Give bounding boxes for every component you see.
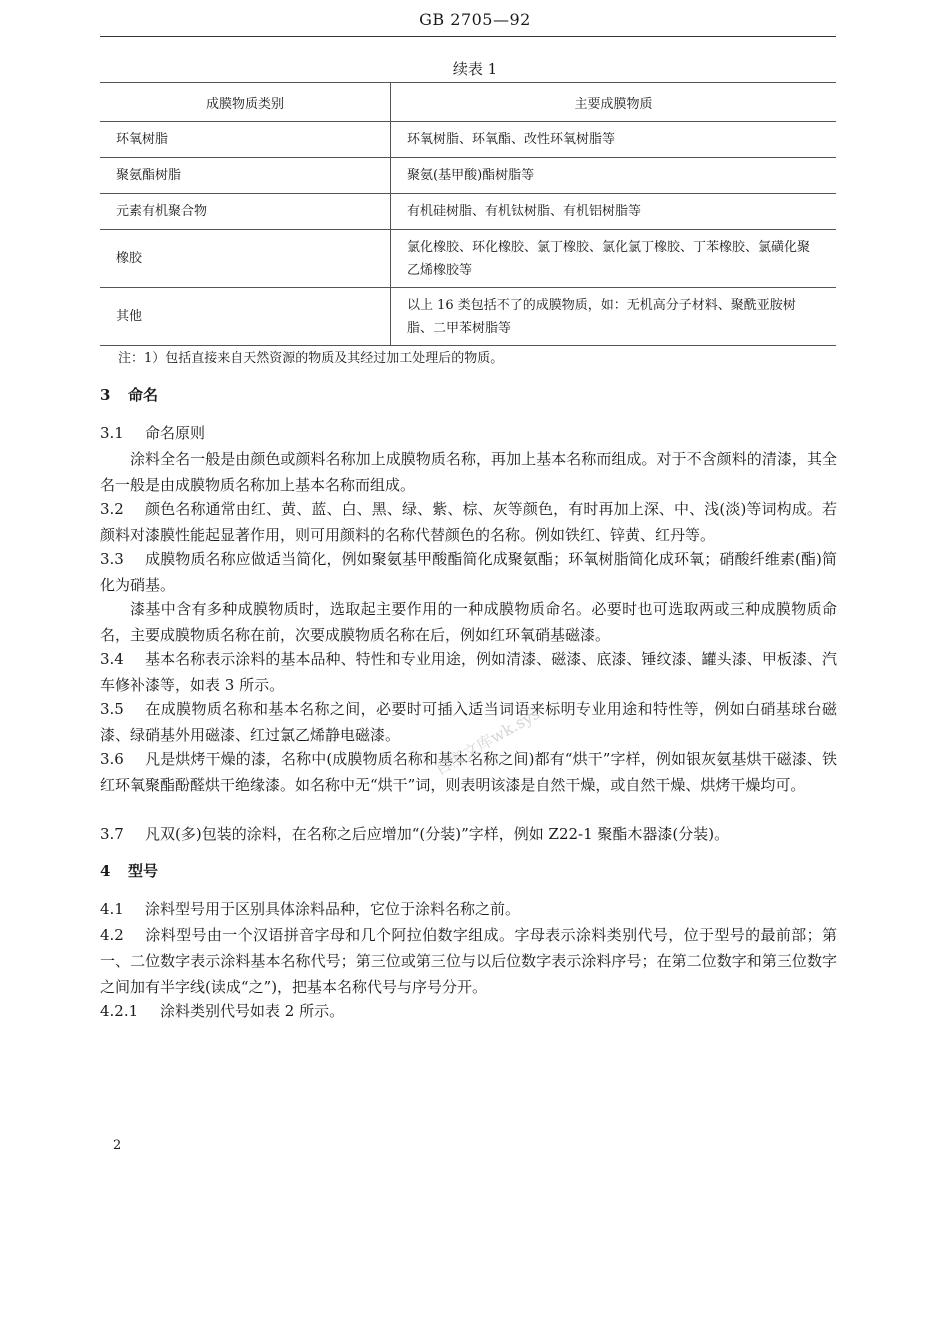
- clause-number: 4.1: [100, 900, 124, 918]
- table-row: [100, 194, 836, 230]
- table-cell: 橡胶: [100, 230, 391, 288]
- clause-4-2-1: [100, 998, 837, 1024]
- table-row: [100, 158, 836, 194]
- section-4-heading: [100, 860, 158, 881]
- clause-number: 3.7: [100, 825, 124, 843]
- clause-number: 3.2: [100, 500, 124, 518]
- section-number: 4: [100, 862, 111, 880]
- clause-3-1-text: 涂料全名一般是由颜色或颜料名称加上成膜物质名称，再加上基本名称而组成。对于不含颜料的清漆，其全名一般是由成膜物质名称加上基本名称而组成。: [100, 450, 837, 494]
- clause-number: 3.6: [100, 750, 124, 768]
- table-cell: 元素有机聚合物: [100, 194, 391, 230]
- clause-number: 3.1: [100, 424, 124, 442]
- table-cell: 其他: [100, 288, 391, 346]
- table-cell: 聚氨(基甲酸)酯树脂等: [391, 158, 837, 194]
- clause-3-4: [100, 646, 837, 698]
- clause-text: 涂料型号用于区别具体涂料品种，它位于涂料名称之前。: [145, 900, 521, 918]
- clause-text: 成膜物质名称应做适当简化，例如聚氨基甲酸酯简化成聚氨酯；环氧树脂简化成环氧；硝酸纤维素(酯)简化为硝基。: [100, 550, 837, 594]
- table-note: 注：1）包括直接来自天然资源的物质及其经过加工处理后的物质。: [118, 351, 504, 366]
- section-title: 型号: [128, 862, 159, 880]
- clause-number: 3.4: [100, 650, 124, 668]
- table-cell: 氯化橡胶、环化橡胶、氯丁橡胶、氯化氯丁橡胶、丁苯橡胶、氯磺化聚乙烯橡胶等: [391, 230, 837, 288]
- clause-text: 涂料型号由一个汉语拼音字母和几个阿拉伯数字组成。字母表示涂料类别代号，位于型号的最前部；第一、二位数字表示涂料基本名称代号；第三位或第三位与以后位数字表示涂料序号；在第二位数字和第三位数字之间加有半字线(读成“之”)，把基本名称代号与序号分开。: [100, 926, 837, 996]
- table-cell: 环氧树脂、环氧酯、改性环氧树脂等: [391, 122, 837, 158]
- table-row: [100, 288, 836, 346]
- table-row: [100, 122, 836, 158]
- clause-3-7: [100, 821, 837, 847]
- table-caption: 续表 1: [452, 60, 498, 78]
- page-number: 2: [113, 1138, 122, 1153]
- clause-number: 4.2: [100, 926, 124, 944]
- clause-3-2: [100, 496, 837, 548]
- section-title: 命名: [128, 386, 159, 404]
- clause-number: 4.2.1: [100, 1002, 139, 1020]
- table-cell: 有机硅树脂、有机钛树脂、有机铝树脂等: [391, 194, 837, 230]
- clause-4-1: [100, 896, 837, 922]
- table-cell: 聚氨酯树脂: [100, 158, 391, 194]
- clause-3-3: [100, 546, 837, 598]
- section-3-heading: [100, 384, 158, 405]
- table-header-row: [100, 83, 836, 122]
- table-row: [100, 230, 836, 288]
- table-cell: 以上 16 类包括不了的成膜物质，如：无机高分子材料、聚酰亚胺树脂、二甲苯树脂等: [391, 288, 837, 346]
- clause-3-3-paragraph-2: 漆基中含有多种成膜物质时，选取起主要作用的一种成膜物质命名。必要时也可选取两或三种成膜物质命名，主要成膜物质名称在前，次要成膜物质名称在后，例如红环氧硝基磁漆。: [100, 600, 837, 644]
- column-header: 主要成膜物质: [391, 83, 837, 122]
- clause-text: 涂料类别代号如表 2 所示。: [160, 1002, 345, 1020]
- clause-text: 颜色名称通常由红、黄、蓝、白、黑、绿、紫、棕、灰等颜色，有时再加上深、中、浅(淡)等词构成。若颜料对漆膜性能起显著作用，则可用颜料的名称代替颜色的名称。例如铁红、锌黄、红丹等。: [100, 500, 837, 544]
- header-divider: [100, 36, 836, 37]
- table-cell: 环氧树脂: [100, 122, 391, 158]
- clause-text: 凡是烘烤干燥的漆，名称中(成膜物质名称和基本名称之间)都有“烘干”字样，例如银灰氨基烘干磁漆、铁红环氧聚酯酚醛烘干绝缘漆。如名称中无“烘干”词，则表明该漆是自然干燥，或自然干燥、烘烤干燥均可。: [100, 750, 837, 794]
- clause-text: 基本名称表示涂料的基本品种、特性和专业用途，例如清漆、磁漆、底漆、锤纹漆、罐头漆、甲板漆、汽车修补漆等，如表 3 所示。: [100, 650, 837, 694]
- film-material-table: [100, 82, 836, 346]
- clause-title: 命名原则: [145, 424, 206, 442]
- clause-number: 3.3: [100, 550, 124, 568]
- watermark: 百度文库wk.sys: [431, 703, 544, 780]
- clause-text: 在成膜物质名称和基本名称之间，必要时可插入适当词语来标明专业用途和特性等，例如白硝基球台磁漆、绿硝基外用磁漆、红过氯乙烯静电磁漆。: [100, 700, 837, 744]
- clause-3-1: [100, 420, 837, 446]
- clause-text: 凡双(多)包装的涂料，在名称之后应增加“(分装)”字样，例如 Z22-1 聚酯木器漆(分装)。: [145, 825, 730, 843]
- clause-number: 3.5: [100, 700, 124, 718]
- clause-4-2: [100, 922, 837, 1000]
- section-number: 3: [100, 386, 111, 404]
- page-header: GB 2705—92: [419, 10, 531, 29]
- column-header: 成膜物质类别: [100, 83, 391, 122]
